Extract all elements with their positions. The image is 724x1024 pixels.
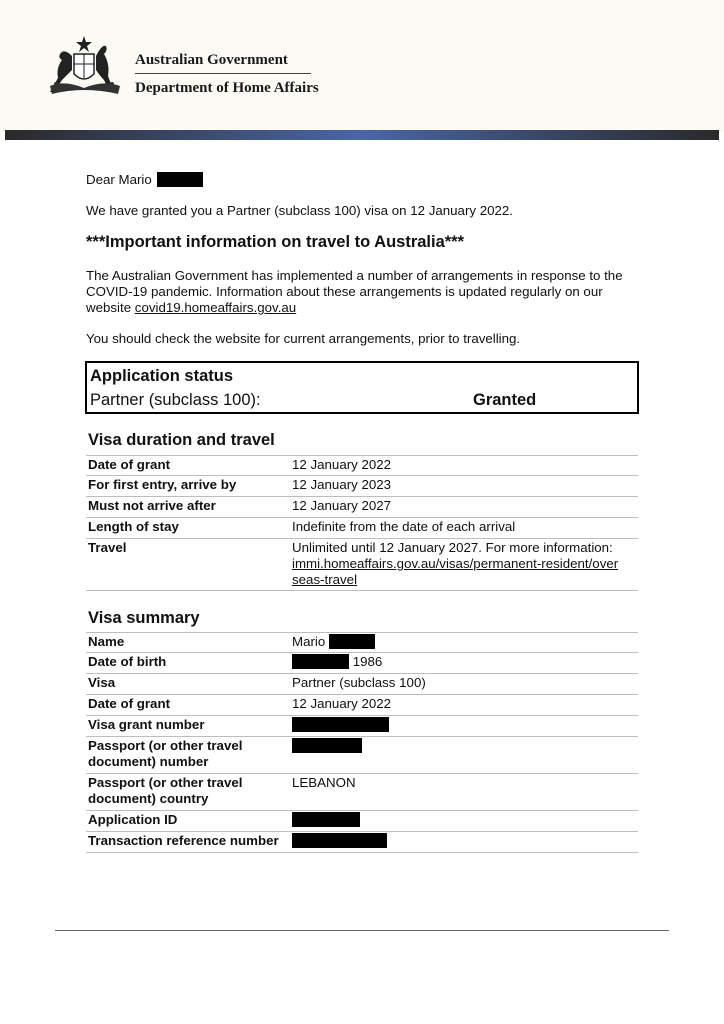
- redacted-transaction-number: [292, 833, 387, 848]
- redacted-passport-number: [292, 738, 362, 753]
- salutation: Dear Mario: [86, 172, 203, 188]
- summary-section-title: Visa summary: [88, 609, 200, 627]
- footer-divider: [55, 930, 669, 931]
- table-row: Travel Unlimited until 12 January 2027. For more information: immi.homeaffairs.gov.au/visas/permanent-resident/overseas-travel: [86, 539, 638, 591]
- table-row: Visa grant number: [86, 716, 638, 737]
- table-row: Application ID: [86, 811, 638, 832]
- redacted-application-id: [292, 812, 360, 827]
- redacted-surname: [157, 172, 203, 187]
- header-band: [5, 130, 719, 140]
- redacted-birth-date: [292, 654, 349, 669]
- table-row: Passport (or other travel document) number: [86, 737, 638, 774]
- duration-table: [86, 455, 638, 591]
- duration-section-title: Visa duration and travel: [88, 431, 275, 449]
- department-name: Department of Home Affairs: [135, 80, 319, 96]
- government-name: Australian Government: [135, 52, 288, 68]
- letterhead-divider: [135, 73, 311, 74]
- letterhead: [0, 0, 724, 132]
- redacted-surname: [329, 634, 375, 649]
- table-row: Date of grant 12 January 2022: [86, 695, 638, 716]
- table-row: Visa Partner (subclass 100): [86, 674, 638, 695]
- table-row: Transaction reference number: [86, 832, 638, 853]
- check-website-paragraph: You should check the website for current arrangements, prior to travelling.: [86, 331, 521, 346]
- table-row: Length of stay Indefinite from the date of each arrival: [86, 518, 638, 539]
- status-label: Partner (subclass 100):: [90, 391, 261, 409]
- application-status-box: [85, 361, 639, 414]
- covid-paragraph: The Australian Government has implemented a number of arrangements in response to the COVID-19 pandemic. Information about these arrangements is updated regularly on our website covid19.homeaffairs.gov.au: [86, 268, 623, 315]
- grant-sentence: We have granted you a Partner (subclass 100) visa on 12 January 2022.: [86, 203, 513, 218]
- overseas-travel-link[interactable]: immi.homeaffairs.gov.au/visas/permanent-resident/overseas-travel: [292, 556, 619, 587]
- summary-table: [86, 632, 638, 853]
- important-heading: ***Important information on travel to Australia***: [86, 233, 465, 251]
- covid-website-link[interactable]: covid19.homeaffairs.gov.au: [134, 300, 297, 315]
- status-title: Application status: [90, 367, 234, 385]
- table-row: Date of grant 12 January 2022: [86, 455, 638, 476]
- redacted-grant-number: [292, 717, 389, 732]
- status-value: Granted: [473, 391, 537, 409]
- table-row: Name Mario: [86, 632, 638, 653]
- table-row: Date of birth 1986: [86, 653, 638, 674]
- table-row: For first entry, arrive by 12 January 2023: [86, 476, 638, 497]
- coat-of-arms-icon: [44, 34, 124, 98]
- table-row: Must not arrive after 12 January 2027: [86, 497, 638, 518]
- table-row: Passport (or other travel document) country LEBANON: [86, 774, 638, 811]
